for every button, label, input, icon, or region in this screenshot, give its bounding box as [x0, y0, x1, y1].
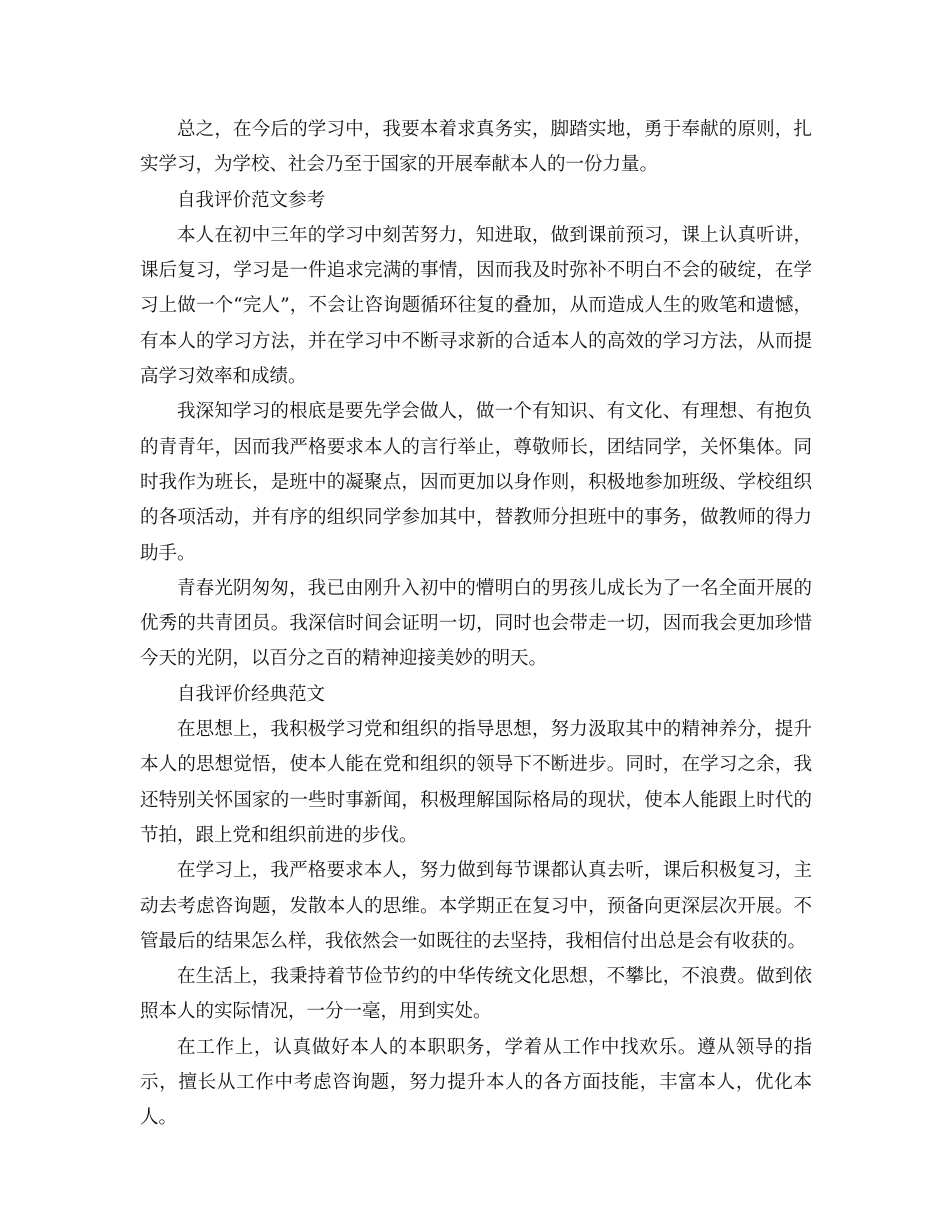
paragraph-character: 我深知学习的根底是要先学会做人，做一个有知识、有文化、有理想、有抱负的青青年，因而我严格要求本人的言行举止，尊敬师长，团结同学，关怀集体。同时我作为班长，是班中的凝聚点，因而更加以身作则，积极地参加班级、学校组织的各项活动，并有序的组织同学参加其中，替教师分担班中的事务，做教师的得力助手。 — [140, 401, 812, 564]
paragraph-learning: 在学习上，我严格要求本人，努力做到每节课都认真去听，课后积极复习，主动去考虑咨询题，发散本人的思维。本学期正在复习中，预备向更深层次开展。不管最后的结果怎么样，我依然会一如既往的去坚持，我相信付出总是会有收获的。 — [140, 860, 812, 952]
paragraph-study: 本人在初中三年的学习中刻苦努力，知进取，做到课前预习，课上认真听讲，课后复习，学习是一件追求完满的事情，因而我及时弥补不明白不会的破绽，在学习上做一个“完人”，不会让咨询题循环往复的叠加，从而造成人生的败笔和遗憾，有本人的学习方法，并在学习中不断寻求新的合适本人的高效的学习方法，从而提高学习效率和成绩。 — [140, 224, 812, 388]
paragraph-life: 在生活上，我秉持着节俭节约的中华传统文化思想，不攀比，不浪费。做到依照本人的实际情况，一分一毫，用到实处。 — [140, 966, 812, 1023]
paragraph-thought: 在思想上，我积极学习党和组织的指导思想，努力汲取其中的精神养分，提升本人的思想觉悟，使本人能在党和组织的领导下不断进步。同时，在学习之余，我还特别关怀国家的一些时事新闻，积极理解国际格局的现状，使本人能跟上时代的节拍，跟上党和组织前进的步伐。 — [140, 719, 812, 846]
paragraph-conclusion: 总之，在今后的学习中，我要本着求真务实，脚踏实地，勇于奉献的原则，扎实学习，为学校、社会乃至于国家的开展奉献本人的一份力量。 — [140, 119, 812, 176]
paragraph-work: 在工作上，认真做好本人的本职职务，学着从工作中找欢乐。遵从领导的指示，擅长从工作中考虑咨询题，努力提升本人的各方面技能，丰富本人，优化本人。 — [140, 1036, 812, 1129]
section-heading-classic: 自我评价经典范文 — [177, 683, 326, 705]
document-page — [140, 112, 812, 1136]
paragraph-youth: 青春光阴匆匆，我已由刚升入初中的懵明白的男孩儿成长为了一名全面开展的优秀的共青团员。我深信时间会证明一切，同时也会带走一切，因而我会更加珍惜今天的光阴，以百分之百的精神迎接美妙的明天。 — [140, 577, 812, 670]
section-heading-reference: 自我评价范文参考 — [177, 189, 326, 211]
